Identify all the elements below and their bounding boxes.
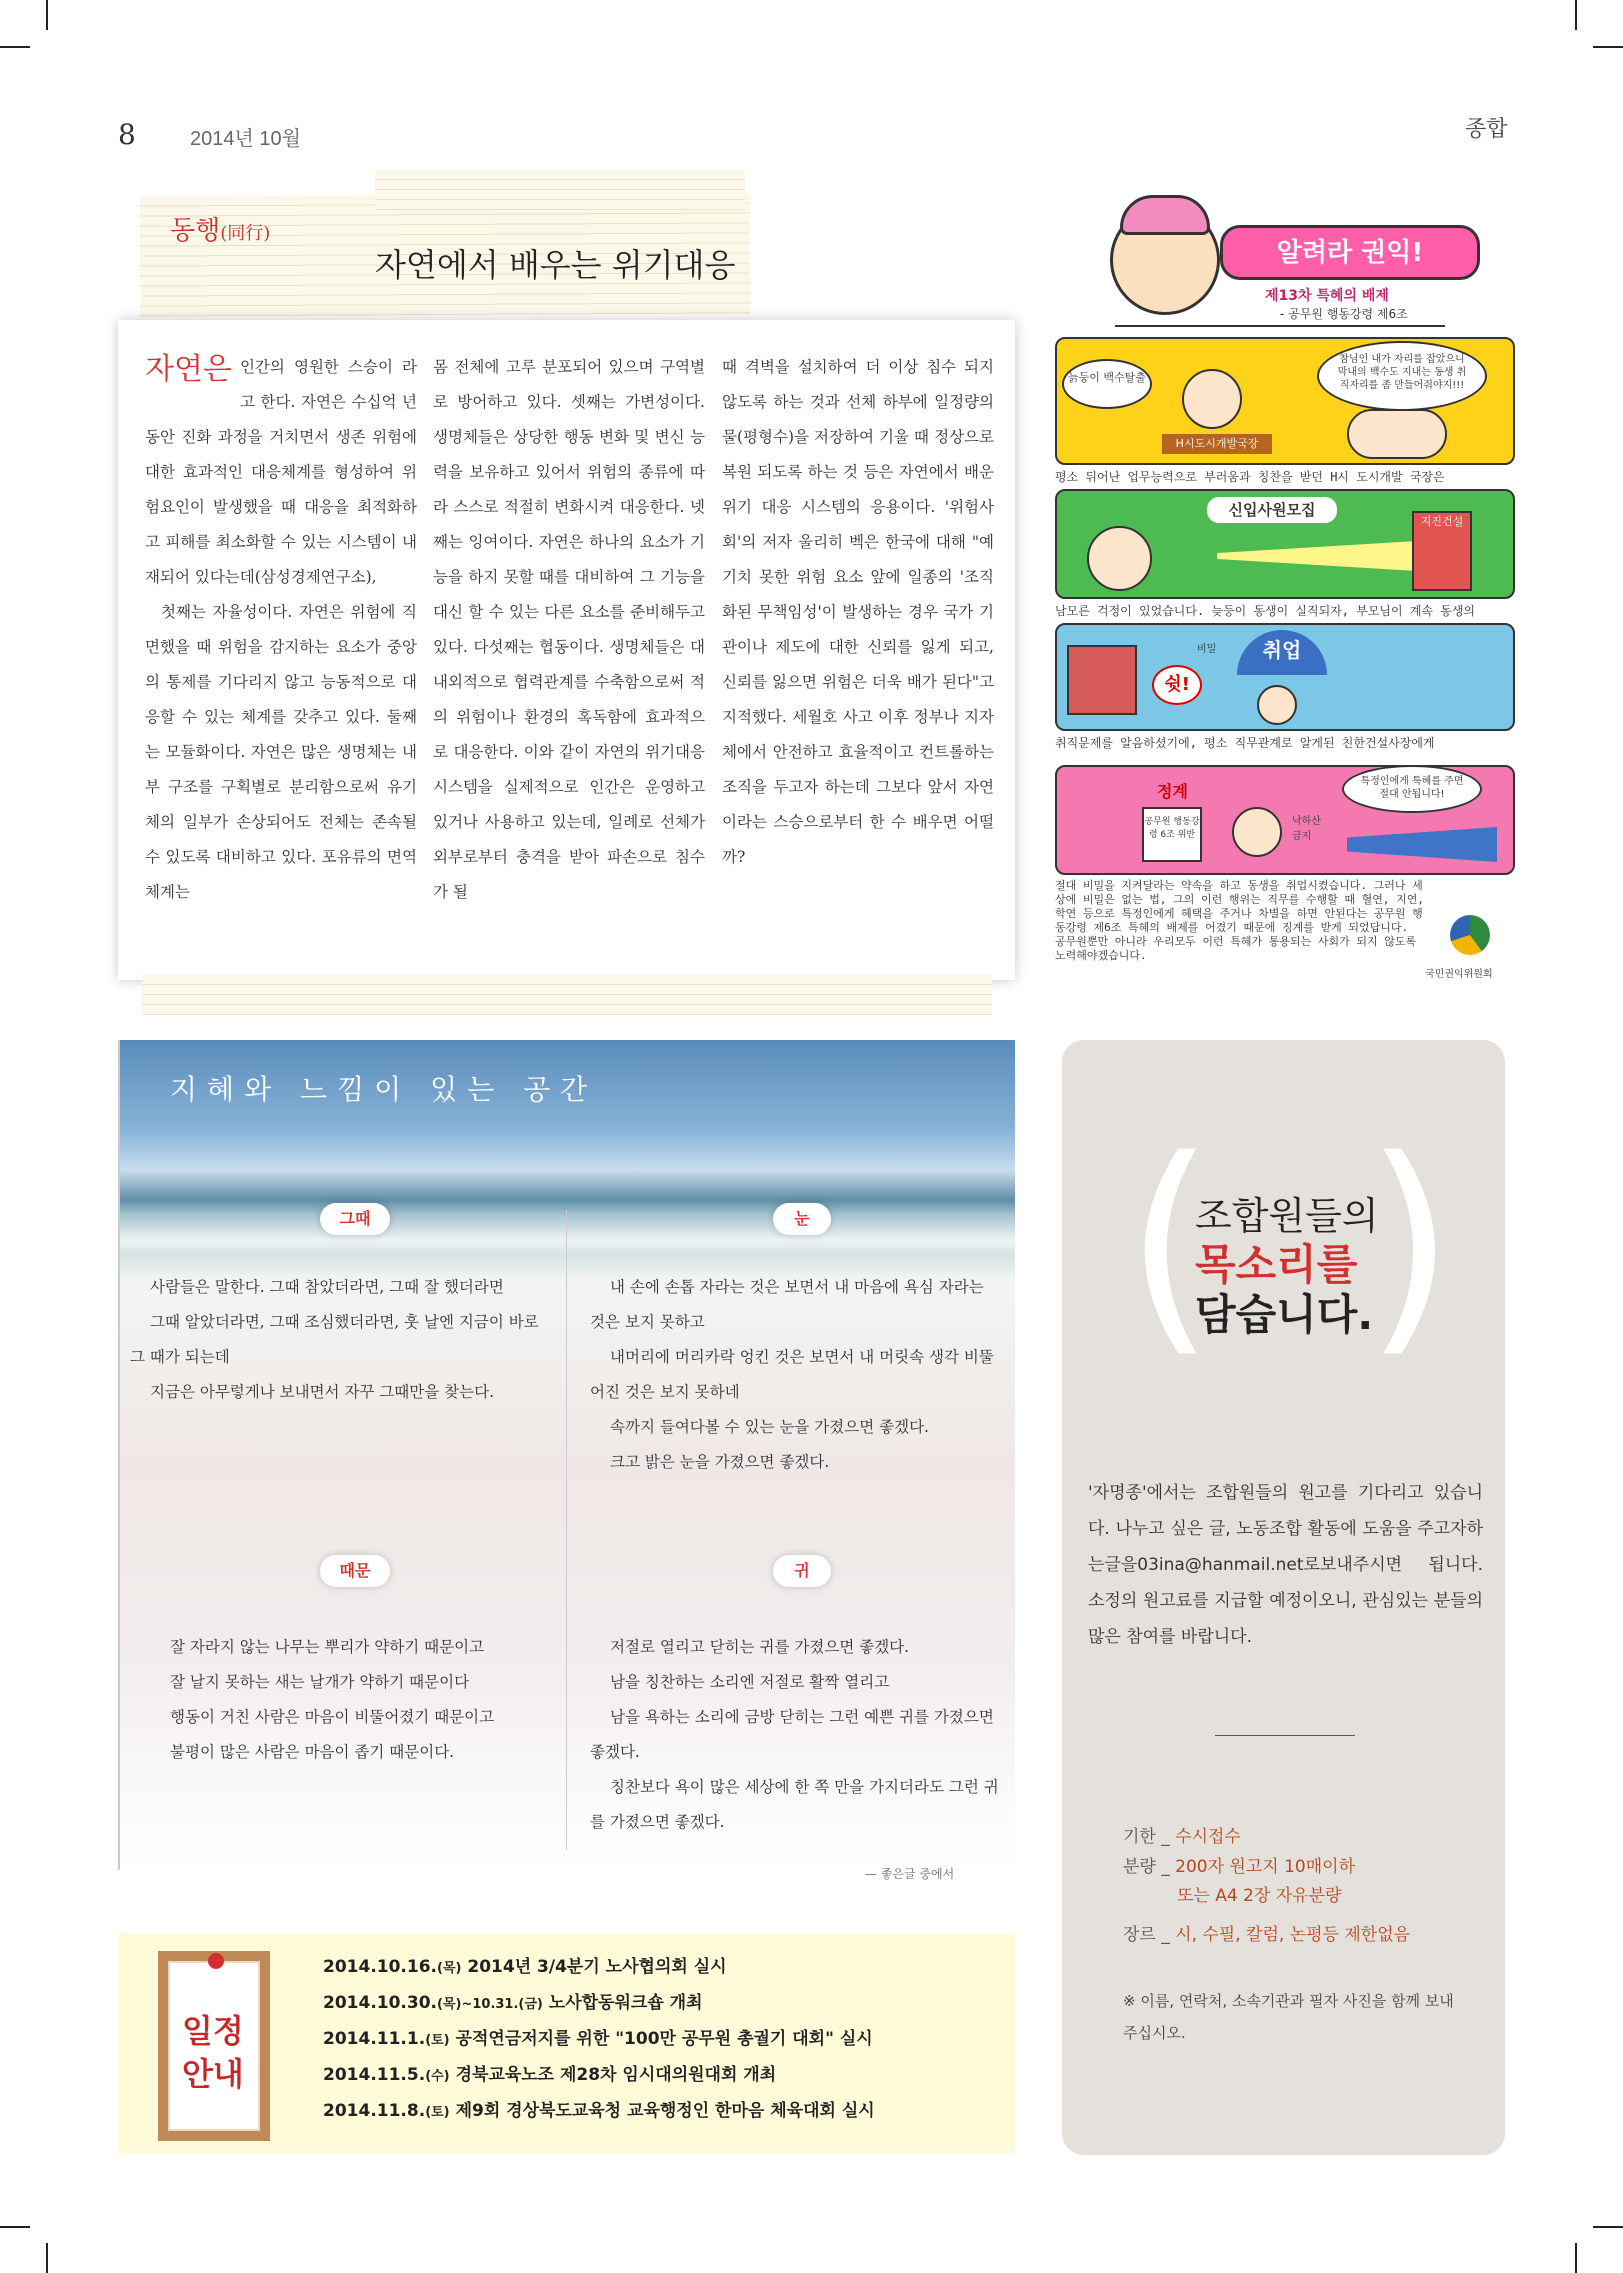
page-number: 8	[118, 118, 136, 151]
notice-deadline	[1123, 1822, 1241, 1847]
article-col1-text: 인간의 영원한 스승이 라고 한다. 자연은 수십억 년 동안 진화 과정을 거치면서 생존 위험에 대한 효과적인 대응체계를 형성하여 위험요인이 발생했을 때 대응을 최적화하고 피해를 최소화할 수 있는 시스템이 내재되어 있다는데(삼성경제연구소),	[145, 358, 417, 586]
panel1-bubble-2: 참님인 내가 자리를 잡았으니 막내의 백수도 지내는 동생 취직자리를 좀 만들어줘야지!!!	[1317, 341, 1487, 411]
schedule-event: 제9회 경상북도교육청 교육행정인 한마음 체육대회 실시	[455, 2101, 875, 2121]
amount-value: 200자 원고지 10매이하	[1175, 1857, 1355, 1877]
schedule-day: (수)	[425, 2069, 450, 2084]
crop-mark	[46, 2243, 48, 2273]
poem-line: 불평이 많은 사람은 마음이 좁기 때문이다.	[170, 1743, 455, 1761]
crop-mark	[1593, 46, 1623, 48]
poem-line: 속까지 들여다볼 수 있는 눈을 가졌으면 좋겠다.	[610, 1418, 929, 1436]
cartoon-mascot-hair	[1120, 195, 1210, 235]
schedule-item-4	[323, 2057, 776, 2095]
poem-stanza-2	[590, 1270, 1000, 1480]
cartoon-panel-1	[1055, 337, 1515, 465]
notice-line-3: 담습니다.	[1195, 1290, 1374, 1339]
cartoon-subtitle-rule	[1115, 325, 1445, 327]
schedule-date: 2014.10.16.	[323, 1957, 438, 1977]
poem-line: 내머리에 머리카락 엉킨 것은 보면서 내 머릿속 생각 비뚤어진 것은 보지 못하네	[590, 1348, 994, 1401]
poem-line: 잘 자라지 않는 나무는 뿌리가 약하기 때문이고	[170, 1638, 485, 1656]
notice-footnote: ※ 이름, 연락처, 소속기관과 필자 사진을 함께 보내주십시오.	[1123, 1992, 1454, 2042]
schedule-title-1: 일정	[182, 2012, 244, 2050]
crop-mark	[1575, 0, 1577, 30]
poem-title-4: 귀	[773, 1555, 831, 1587]
poem-stanza-3	[150, 1630, 550, 1770]
amount-label: 분량 _	[1123, 1857, 1170, 1877]
article-column-3	[722, 350, 994, 875]
article-column-1	[145, 350, 417, 910]
panel2-spotlight	[1217, 541, 1417, 571]
cartoon-banner	[1220, 225, 1480, 280]
schedule-day: (토)	[425, 2033, 450, 2048]
panel1-bubble-1: 늙둥이 백수탈출	[1062, 359, 1152, 409]
poem-title-3: 때문	[320, 1555, 390, 1587]
panel3-parachute: 취업	[1237, 630, 1327, 675]
schedule-box	[118, 1933, 1015, 2153]
poem-source: — 좋은글 중에서	[865, 1867, 955, 1881]
cartoon-panel-3	[1055, 623, 1515, 731]
poem-line: 남을 칭찬하는 소리엔 저절로 활짝 열리고	[610, 1673, 890, 1691]
crop-mark	[0, 2226, 30, 2228]
poem-stanza-1	[130, 1270, 550, 1410]
article-col2-text: 몸 전체에 고루 분포되어 있으며 구역별로 방어하고 있다. 셋째는 가변성이다. 생명체들은 상당한 행동 변화 및 변신 능력을 보유하고 있어서 위험의 종류에 따라 스스로 적절히 변화시켜 대응한다. 넷째는 잉여이다. 자연은 하나의 요소가 기능을 하지 못할 때를 대비하여 그 기능을 대신 할 수 있는 다른 요소를 준비해두고 있다. 다섯째는 협동이다. 생명체들은 대내외적으로 협력관계를 수축함으로써 적의 위험이나 환경의 혹독함에 효과적으로 대응한다. 이와 같이 자연의 위기대응 시스템을 실제적으로 인간은 운영하고 있거나 사용하고 있는데, 일례로 선체가 외부로부터 충격을 받아 파손으로 침수가 될	[433, 358, 705, 901]
article-title-paper-top	[375, 170, 745, 210]
panel4-caption: 절대 비밀을 지켜달라는 약속을 하고 동생을 취업시켰습니다. 그러나 세상에 비밀은 없는 법, 그의 이런 행위는 직무를 수행할 때 혈연, 지연, 학연 등으로 특정인에게 혜택을 주거나 차별을 하면 안된다는 공무원 행동강령 제6조 특혜의 배제를 어겼기 때문에 징계를 받게 되었답니다. 공무원뿐만 아니라 우리모두 이런 특혜가 통용되는 사회가 되지 않도록 노력해야겠습니다.	[1055, 879, 1424, 962]
cartoon-subtitle: 제13차 특혜의 배제	[1265, 288, 1389, 304]
article-dropcap: 자연은	[145, 352, 232, 387]
panel2-title: 신입사원모집	[1207, 497, 1337, 523]
article-col1b-text: 첫째는 자율성이다. 자연은 위험에 직면했을 때 위험을 감지하는 요소가 중앙의 통제를 기다리지 않고 능동적으로 대응할 수 있는 체계를 갖추고 있다. 둘째는 모듈화이다. 자연은 많은 생명체는 내부 구조를 구획별로 분리함으로써 유기체의 일부가 손상되어도 전체는 존속될 수 있도록 대비하고 있다. 포유류의 면역체계는	[145, 603, 417, 901]
schedule-day: (토)	[425, 2105, 450, 2120]
acrc-logo-icon	[1450, 915, 1490, 955]
schedule-event: 경북교육노조 제28차 임시대의원대회 개최	[455, 2065, 777, 2085]
poem-line: 잘 날지 못하는 새는 날개가 약하기 때문이다	[170, 1673, 470, 1691]
notice-line-1: 조합원들의	[1195, 1194, 1379, 1238]
deadline-value: 수시접수	[1175, 1827, 1241, 1847]
schedule-event: 노사합동워크숍 개최	[548, 1993, 703, 2013]
cartoon-banner-text: 알려라 권익!	[1276, 238, 1424, 268]
poem-title-1: 그때	[320, 1203, 390, 1235]
category-text: 동행	[170, 216, 221, 246]
panel1-caption: 평소 뒤어난 업무능력으로 부러움과 칭찬을 받던 H시 도시개발 국장은	[1055, 470, 1445, 484]
crop-mark	[1593, 2226, 1623, 2228]
poem-line: 저절로 열리고 닫히는 귀를 가졌으면 좋겠다.	[610, 1638, 910, 1656]
schedule-day: (목)	[437, 1961, 462, 1976]
cartoon-strip	[1055, 195, 1515, 995]
notice-amount-2: 또는 A4 2장 자유분량	[1177, 1886, 1342, 1906]
schedule-date: 2014.11.1.	[323, 2029, 426, 2049]
acrc-logo-text: 국민권익위원회	[1425, 969, 1493, 980]
notice-paren-right: )	[1365, 1111, 1455, 1378]
panel3-secret: 비밀	[1197, 644, 1217, 655]
panel1-family	[1347, 409, 1447, 459]
schedule-event: 공적연금저지를 위한 "100만 공무원 총궐기 대회" 실시	[455, 2029, 873, 2049]
panel3-building	[1067, 645, 1137, 715]
category-hanja: (同行)	[220, 223, 271, 244]
poem-line: 행동이 거친 사람은 마음이 비뚤어졌기 때문이고	[170, 1708, 495, 1726]
article-column-2	[433, 350, 705, 910]
poem-divider	[566, 1210, 567, 1850]
section-label: 종합	[1465, 116, 1508, 141]
notice-rule	[1215, 1735, 1355, 1736]
panel3-shh: 쉿!	[1152, 665, 1202, 705]
schedule-item-3	[323, 2021, 873, 2059]
poem-line: 그때 알았더라면, 그때 조심했더라면, 훗 날엔 지금이 바로 그 때가 되는데	[130, 1313, 539, 1366]
schedule-date: 2014.10.30.	[323, 1993, 438, 2013]
panel2-caption: 남모른 걱정이 있었습니다. 늦둥이 동생이 실직되자, 부모님이 계속 동생의	[1055, 604, 1476, 618]
panel4-tag: 낙하산 금지	[1292, 816, 1321, 842]
pin-icon	[208, 1953, 224, 1969]
poem-line: 남을 욕하는 소리에 금방 닫히는 그런 예쁜 귀를 가졌으면 좋겠다.	[590, 1708, 994, 1761]
crop-mark	[1575, 2243, 1577, 2273]
schedule-day: (목)~10.31.(금)	[437, 1997, 543, 2012]
article-col3-text: 때 격벽을 설치하여 더 이상 침수 되지 않도록 하는 것과 선체 하부에 일정량의 물(평형수)을 저장하여 기울 때 정상으로 복원 되도록 하는 것 등은 자연에서 배운 위기 대응 시스템의 응용이다. '위험사회'의 저자 울리히 벡은 한국에 대해 "예기치 못한 위험 요소 앞에 일종의 '조직화된 무책임성'이 발생하는 경우 국가 기관이나 제도에 대한 신뢰를 잃게 되고, 신뢰를 잃으면 위험은 더욱 배가 된다"고 지적했다. 세월호 사고 이후 정부나 지자체에서 안전하고 효율적이고 컨트롤하는 조직을 두고자 하는데 그보다 앞서 자연이라는 스승으로부터 한 수 배우면 어떨까?	[722, 358, 994, 866]
issue-date: 2014년 10월	[190, 128, 301, 150]
article-title: 자연에서 배우는 위기대응	[375, 246, 736, 284]
article-bottom-paper	[142, 975, 992, 1015]
panel1-sign: H시도시개발국장	[1162, 434, 1272, 454]
schedule-date: 2014.11.8.	[323, 2101, 426, 2121]
panel4-character	[1232, 807, 1282, 857]
notice-body: '자명종'에서는 조합원들의 원고를 기다리고 있습니다. 나누고 싶은 글, 노동조합 활동에 도움을 주고자하는글을03ina@hanmail.net로보내주시면 됩니다. 소정의 원고료를 지급할 예정이오니, 관심있는 분들의 많은 참여를 바랍니다.	[1088, 1483, 1483, 1647]
poem-line: 지금은 아무렇게나 보내면서 자꾸 그때만을 찾는다.	[150, 1383, 494, 1401]
cartoon-panel-2	[1055, 489, 1515, 599]
panel1-character	[1182, 369, 1242, 429]
cartoon-subtitle-2: - 공무원 행동강령 제6조	[1280, 307, 1408, 321]
panel3-caption: 취직문제를 알음하셨기에, 평소 직무관계로 알게된 친한건설사장에게	[1055, 736, 1435, 750]
schedule-event: 2014년 3/4분기 노사협의회 실시	[467, 1957, 727, 1977]
schedule-note	[158, 1951, 270, 2141]
deadline-label: 기한 _	[1123, 1827, 1170, 1847]
schedule-item-1	[323, 1949, 727, 1987]
notice-paren-left: (	[1125, 1111, 1215, 1378]
cartoon-panel-4	[1055, 765, 1515, 875]
notice-amount	[1123, 1852, 1355, 1877]
panel4-book: 공무원 행동강령 6조 위반	[1142, 807, 1202, 862]
poem-banner: 지혜와 느낌이 있는 공간	[170, 1073, 598, 1106]
schedule-date: 2014.11.5.	[323, 2065, 426, 2085]
poem-line: 크고 밝은 눈을 가졌으면 좋겠다.	[610, 1453, 830, 1471]
poem-line: 내 손에 손톱 자라는 것은 보면서 내 마음에 욕심 자라는 것은 보지 못하고	[590, 1278, 984, 1331]
notice-line-2: 목소리를	[1195, 1240, 1358, 1289]
schedule-item-2	[323, 1985, 703, 2023]
panel2-company: 지진건설	[1412, 511, 1472, 591]
panel4-discipline: 정계	[1157, 782, 1188, 801]
panel4-hero	[1347, 827, 1497, 862]
schedule-title-2: 안내	[182, 2055, 244, 2093]
panel2-character	[1087, 526, 1152, 591]
genre-label: 장르 _	[1123, 1925, 1170, 1945]
schedule-item-5	[323, 2093, 875, 2131]
article-category	[170, 210, 270, 247]
notice-genre	[1123, 1920, 1410, 1945]
panel3-character	[1257, 685, 1297, 725]
poem-title-2: 눈	[773, 1203, 831, 1235]
poem-line: 칭찬보다 욕이 많은 세상에 한 쪽 만을 가지더라도 그런 귀를 가졌으면 좋겠다.	[590, 1778, 999, 1831]
poem-line: 사람들은 말한다. 그때 참았더라면, 그때 잘 했더라면	[150, 1278, 504, 1296]
genre-value: 시, 수필, 칼럼, 논평등 제한없음	[1175, 1925, 1411, 1945]
crop-mark	[46, 0, 48, 30]
poem-stanza-4	[590, 1630, 1000, 1840]
panel4-bubble: 특정인에게 특혜를 주면 절대 안됩니다!	[1342, 765, 1482, 813]
crop-mark	[0, 46, 30, 48]
